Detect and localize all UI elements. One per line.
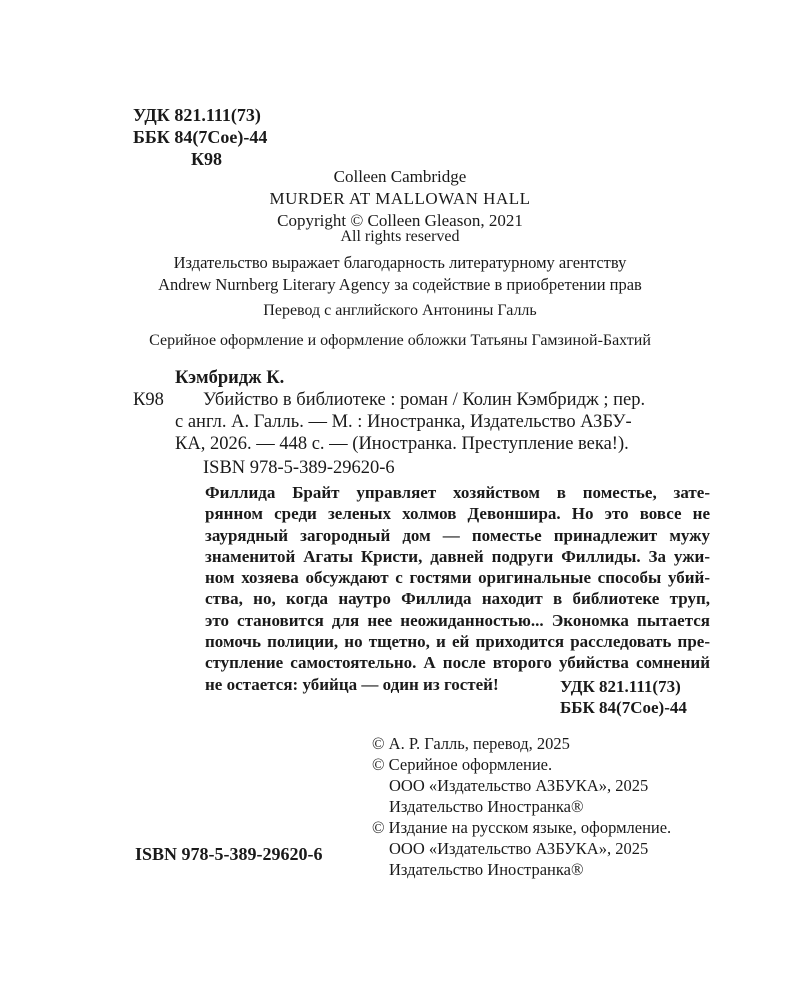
rights-reserved: All rights reserved xyxy=(340,228,460,245)
translation-copyright: © А. Р. Галль, перевод, 2025 xyxy=(372,734,570,753)
original-copyright: Copyright © Colleen Gleason, 2021 xyxy=(277,211,523,230)
annotation-line: заурядный загородный дом — поместье принадлежит мужу xyxy=(205,525,710,545)
series-copyright: © Серийное оформление. xyxy=(372,755,553,774)
annotation-codes xyxy=(560,676,687,718)
thanks-line-2: Andrew Nurnberg Literary Agency за содействие в приобретении прав xyxy=(158,275,642,294)
annotation-line: знаменитой Агаты Кристи, давней подруги Филлиды. За ужи- xyxy=(205,546,710,566)
catalog-line-2: с англ. А. Галль. — М. : Иностранка, Издательство АЗБУ- xyxy=(175,412,632,432)
edition-publisher: ООО «Издательство АЗБУКА», 2025 xyxy=(389,839,649,858)
translator-credit: Перевод с английского Антонины Галль xyxy=(263,302,537,319)
original-title: MURDER AT MALLOWAN HALL xyxy=(269,189,531,208)
annotation-line: это становится для нее неожиданностью... Экономка пытается xyxy=(205,610,710,630)
bbk-code: ББК 84(7Сое)-44 xyxy=(133,127,268,147)
series-imprint: Издательство Иностранка® xyxy=(389,797,584,816)
udk-code-repeat: УДК 821.111(73) xyxy=(560,677,681,696)
annotation-line: Филлида Брайт управляет хозяйством в поместье, зате- xyxy=(205,483,710,502)
design-credit: Серийное оформление и оформление обложки Татьяны Гамзиной-Бахтий xyxy=(149,332,651,349)
series-publisher: ООО «Издательство АЗБУКА», 2025 xyxy=(389,776,649,795)
copyright-notices xyxy=(372,733,671,880)
original-author: Colleen Cambridge xyxy=(333,167,467,186)
annotation-line: ном хозяева обсуждают с гостями оригинальные способы убий- xyxy=(205,568,710,588)
udk-code: УДК 821.111(73) xyxy=(133,105,261,125)
bottom-isbn: ISBN 978-5-389-29620-6 xyxy=(135,844,323,864)
author-mark: К98 xyxy=(191,149,223,169)
annotation-line: рянном среди зеленых холмов Девоншира. Но это вовсе не xyxy=(205,504,710,524)
catalog-mark: К98 xyxy=(133,390,164,410)
catalog-line-3: КА, 2026. — 448 с. — (Иностранка. Преступление века!). xyxy=(175,434,629,454)
annotation-line: помочь полиции, но тщетно, и ей приходится расследовать пре- xyxy=(205,632,710,652)
catalog-line-1: Убийство в библиотеке : роман / Колин Кэмбридж ; пер. xyxy=(203,390,646,410)
catalog-author: Кэмбридж К. xyxy=(175,368,285,388)
edition-copyright: © Издание на русском языке, оформление. xyxy=(372,818,672,837)
annotation-line: не остается: убийца — один из гостей! xyxy=(205,674,499,694)
edition-imprint: Издательство Иностранка® xyxy=(389,860,584,879)
annotation xyxy=(205,482,710,695)
catalog-isbn: ISBN 978-5-389-29620-6 xyxy=(203,458,395,478)
bbk-code-repeat: ББК 84(7Сое)-44 xyxy=(560,698,687,717)
annotation-line: ступление самостоятельно. А после второго убийства сомнений xyxy=(205,653,710,673)
annotation-line: ства, но, когда наутро Филлида находит в библиотеке труп, xyxy=(205,589,710,609)
thanks-line-1: Издательство выражает благодарность литературному агентству xyxy=(173,253,627,272)
